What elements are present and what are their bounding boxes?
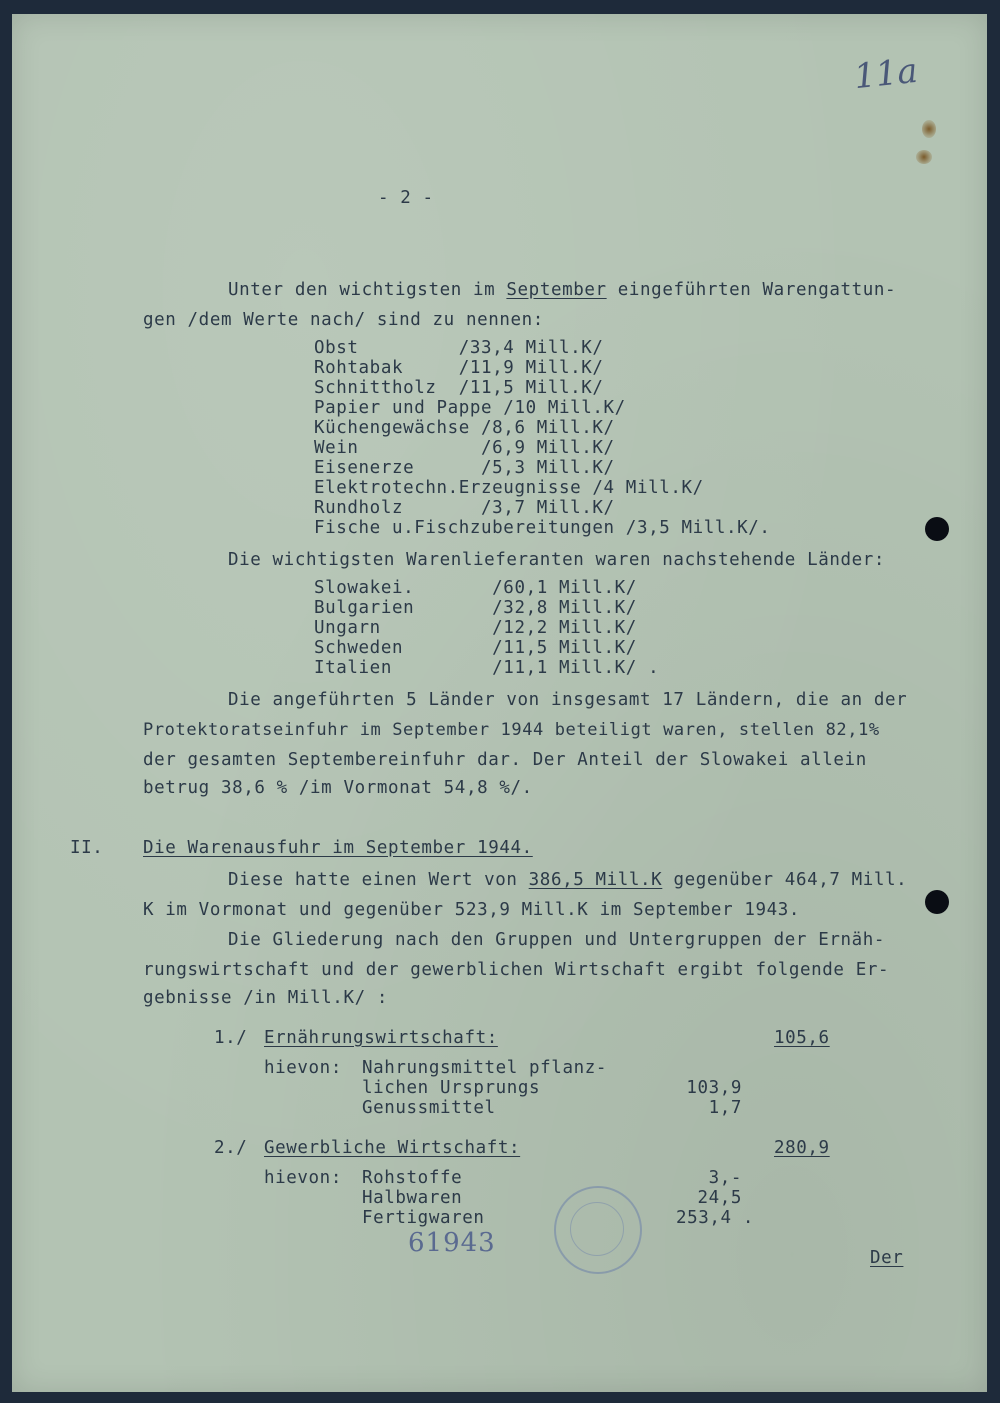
item-value: 1,7 <box>708 1098 742 1118</box>
summary-line-1: Die angeführten 5 Länder von insgesamt 17 Ländern, die an der <box>228 690 908 710</box>
item-value: 24,5 <box>697 1188 742 1208</box>
export-value-line-1: Diese hatte einen Wert von 386,5 Mill.K gegenüber 464,7 Mill. <box>228 870 908 890</box>
list-item: Obst /33,4 Mill.K/ <box>314 338 604 358</box>
list-item: Ungarn /12,2 Mill.K/ <box>314 618 637 638</box>
summary-line-3: der gesamten Septembereinfuhr dar. Der Anteil der Slowakei allein <box>143 750 867 770</box>
section-heading: Die Warenausfuhr im September 1944. <box>143 838 533 858</box>
stain-mark <box>916 150 932 164</box>
list-item: Schweden /11,5 Mill.K/ <box>314 638 637 658</box>
list-item: Italien /11,1 Mill.K/ . <box>314 658 660 678</box>
item-value: 103,9 <box>686 1078 742 1098</box>
item-label: lichen Ursprungs <box>362 1078 541 1098</box>
intro-line-2: gen /dem Werte nach/ sind zu nennen: <box>143 310 544 330</box>
item-label: Halbwaren <box>362 1188 463 1208</box>
list-item: Küchengewächse /8,6 Mill.K/ <box>314 418 615 438</box>
section-numeral: II. <box>70 838 104 858</box>
item-label: Nahrungsmittel pflanz- <box>362 1058 607 1078</box>
handwritten-folio-annotation: 11a <box>852 50 920 98</box>
item-label: Genussmittel <box>362 1098 496 1118</box>
item-label: Fertigwaren <box>362 1208 485 1228</box>
stamped-number: 61943 <box>408 1228 496 1258</box>
suppliers-intro: Die wichtigsten Warenlieferanten waren nachstehende Länder: <box>228 550 886 570</box>
list-item: Rohtabak /11,9 Mill.K/ <box>314 358 604 378</box>
breakdown-line-1: Die Gliederung nach den Gruppen und Untergruppen der Ernäh- <box>228 930 886 950</box>
export-value-line-2: K im Vormonat und gegenüber 523,9 Mill.K im September 1943. <box>143 900 801 920</box>
group-number: 2./ <box>214 1138 248 1158</box>
list-item: Eisenerze /5,3 Mill.K/ <box>314 458 615 478</box>
group-number: 1./ <box>214 1028 248 1048</box>
list-item: Rundholz /3,7 Mill.K/ <box>314 498 615 518</box>
list-item: Slowakei. /60,1 Mill.K/ <box>314 578 637 598</box>
punch-hole <box>925 890 949 914</box>
list-item: Bulgarien /32,8 Mill.K/ <box>314 598 637 618</box>
item-value: 3,- <box>708 1168 742 1188</box>
punch-hole <box>925 517 949 541</box>
group-total: 280,9 <box>774 1138 830 1158</box>
list-item: Schnittholz /11,5 Mill.K/ <box>314 378 604 398</box>
list-item: Elektrotechn.Erzeugnisse /4 Mill.K/ <box>314 478 704 498</box>
catchword: Der <box>870 1248 904 1268</box>
list-item: Wein /6,9 Mill.K/ <box>314 438 615 458</box>
list-item: Papier und Pappe /10 Mill.K/ <box>314 398 626 418</box>
page-number: - 2 - <box>378 188 434 208</box>
item-value: 253,4 . <box>676 1208 754 1228</box>
group-prefix: hievon: <box>264 1168 342 1188</box>
archive-stamp <box>554 1186 642 1274</box>
breakdown-line-2: rungswirtschaft und der gewerblichen Wirtschaft ergibt folgende Er- <box>143 960 890 980</box>
intro-line-1: Unter den wichtigsten im September eingeführten Warengattun- <box>228 280 897 300</box>
summary-line-4: betrug 38,6 % /im Vormonat 54,8 %/. <box>143 778 533 798</box>
document-page <box>12 14 987 1392</box>
group-name: Gewerbliche Wirtschaft: <box>264 1138 521 1158</box>
group-total: 105,6 <box>774 1028 830 1048</box>
group-name: Ernährungswirtschaft: <box>264 1028 498 1048</box>
stain-mark <box>922 120 936 138</box>
breakdown-line-3: gebnisse /in Mill.K/ : <box>143 988 388 1008</box>
group-prefix: hievon: <box>264 1058 342 1078</box>
summary-line-2: Protektoratseinfuhr im September 1944 beteiligt waren, stellen 82,1% <box>143 720 880 740</box>
item-label: Rohstoffe <box>362 1168 463 1188</box>
list-item: Fische u.Fischzubereitungen /3,5 Mill.K/. <box>314 518 771 538</box>
